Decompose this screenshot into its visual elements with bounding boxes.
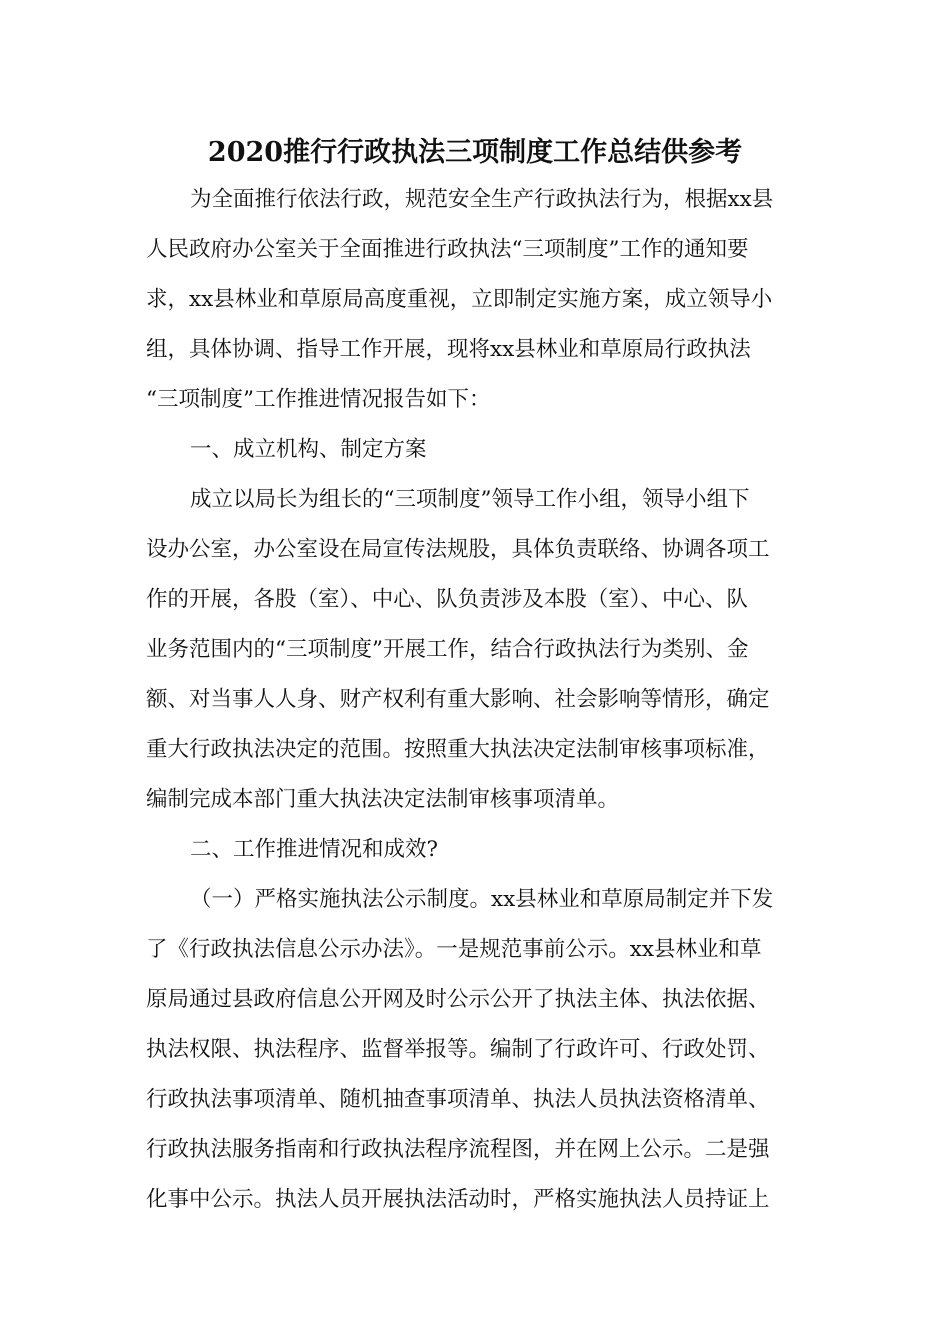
section-heading: 二、工作推进情况和成效? [190, 837, 439, 862]
paragraph-line: 化事中公示。执法人员开展执法活动时，严格实施执法人员持证上 [146, 1187, 770, 1212]
paragraph-line: 业务范围内的“三项制度”开展工作，结合行政执法行为类别、金 [146, 637, 749, 662]
paragraph-line: 行政执法服务指南和行政执法程序流程图，并在网上公示。二是强 [146, 1137, 770, 1162]
paragraph-line: 了《行政执法信息公示办法》。一是规范事前公示。xx县林业和草 [146, 937, 762, 962]
paragraph-line: 设办公室，办公室设在局宣传法规股，具体负责联络、协调各项工 [146, 537, 770, 562]
paragraph-line: 为全面推行依法行政，规范安全生产行政执法行为，根据xx县 [190, 187, 774, 212]
paragraph-line: 求，xx县林业和草原局高度重视，立即制定实施方案，成立领导小 [146, 287, 773, 312]
paragraph-line: （一）严格实施执法公示制度。xx县林业和草原局制定并下发 [190, 887, 774, 912]
paragraph-line: 原局通过县政府信息公开网及时公示公开了执法主体、执法依据、 [146, 987, 770, 1012]
paragraph-line: 组，具体协调、指导工作开展，现将xx县林业和草原局行政执法 [146, 337, 751, 362]
paragraph-line: “三项制度”工作推进情况报告如下： [146, 387, 491, 412]
paragraph-line: 编制完成本部门重大执法决定法制审核事项清单。 [146, 787, 620, 812]
document-title: 2020推行行政执法三项制度工作总结供参考 [207, 137, 743, 168]
section-heading: 一、成立机构、制定方案 [190, 437, 427, 462]
paragraph-line: 作的开展，各股（室）、中心、队负责涉及本股（室）、中心、队 [146, 587, 749, 612]
paragraph-line: 重大行政执法决定的范围。按照重大执法决定法制审核事项标准， [146, 737, 770, 762]
paragraph-line: 执法权限、执法程序、监督举报等。编制了行政许可、行政处罚、 [146, 1037, 770, 1062]
paragraph-line: 人民政府办公室关于全面推进行政执法“三项制度”工作的通知要 [146, 237, 749, 262]
paragraph-line: 成立以局长为组长的“三项制度”领导工作小组，领导小组下 [190, 487, 750, 512]
paragraph-line: 行政执法事项清单、随机抽查事项清单、执法人员执法资格清单、 [146, 1087, 770, 1112]
paragraph-line: 额、对当事人人身、财产权利有重大影响、社会影响等情形，确定 [146, 687, 770, 712]
